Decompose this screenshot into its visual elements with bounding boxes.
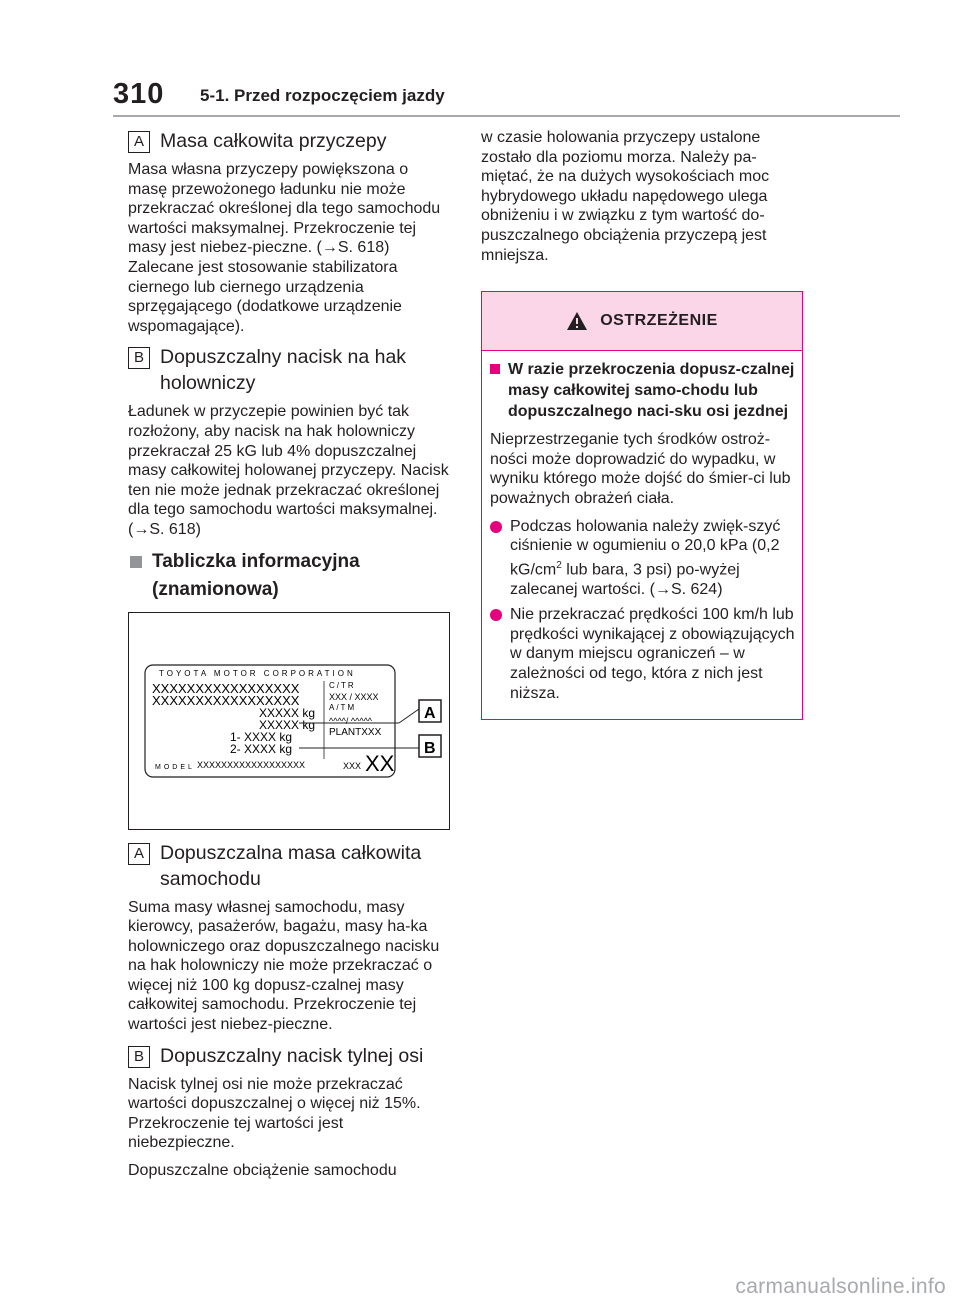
warning-subheading [490, 359, 798, 422]
plate-vin-line-1: XXXXXXXXXXXXXXXXX [152, 680, 300, 696]
paragraph: Suma masy własnej samochodu, masy kierowcy, pasażerów, bagażu, masy ha-ka holowniczego oraz dopuszczalnego nacisku na hak holowniczy nie może przekraczać o więcej niż 100 kg dopusz-czalnej masy całkowitej samochodu. Przekroczenie tej wartości jest niebez-pieczne. [128, 898, 440, 1034]
plate-vin-line-2: XXXXXXXXXXXXXXXXX [152, 692, 300, 708]
page-number: 310 [113, 78, 165, 110]
warning-bullet [490, 517, 798, 600]
watermark: carmanualsonline.info [735, 1275, 946, 1298]
plate-maker: TOYOTA MOTOR CORPORATION [159, 668, 356, 678]
warning-body [482, 351, 802, 719]
heading-a-trailer-mass [128, 128, 450, 154]
letter-b-badge: B [128, 347, 150, 369]
callout-a: A [424, 704, 436, 722]
plate-weight-3: 1- XXXX kg [230, 729, 293, 744]
square-bullet-icon [130, 556, 142, 568]
warning-triangle-icon [566, 311, 588, 331]
paragraph: Zalecane jest stosowanie stabilizatora ciernego lub ciernego urządzenia sprzęgającego (dodatkowe urządzenie wspomagające). [128, 258, 402, 335]
plate-model-small: XXX [343, 760, 362, 771]
plate-plant: PLANTXXX [329, 726, 382, 738]
warning-bullet [490, 605, 798, 703]
header-rule [113, 115, 900, 117]
square-bullet-icon [490, 364, 500, 374]
circle-bullet-icon [490, 521, 502, 533]
warning-box [481, 291, 803, 720]
paragraph: Dopuszczalne obciążenie samochodu [128, 1162, 397, 1180]
warning-bullet-text: Nie przekraczać prędkości 100 km/h lub prędkości wynikającej z obowiązujących w danym miejscu ograniczeń – w zależności od tego, która z nich jest niższa. [510, 606, 795, 702]
warning-title: OSTRZEŻENIE [600, 312, 718, 330]
callout-b: B [424, 739, 436, 757]
right-column [481, 128, 803, 720]
heading-text: Dopuszczalna masa całkowita samochodu [160, 841, 422, 890]
heading-a-vehicle-mass [128, 840, 450, 892]
plate-weight-2: XXXXX kg [259, 717, 316, 732]
plate-code: ^^^^/ ^^^^^ [329, 715, 373, 726]
heading-text: Dopuszczalny nacisk na hak holowniczy [160, 346, 407, 395]
plate-heading [128, 548, 450, 604]
plate-ctr-label: C/TR [329, 680, 356, 690]
letter-a-badge: A [128, 131, 150, 153]
paragraph: Masa własna przyczepy powiększona o masę przewożonego ładunku nie może przekraczać określonej dla tego samochodu wartości maksymalnej. Przekroczenie tej masy jest niebez-pieczne. (→S. 618) [128, 161, 441, 257]
plate-atm-label: A/TM [329, 702, 357, 712]
heading-b-rear-axle [128, 1043, 450, 1069]
paragraph: Ładunek w przyczepie powinien być tak rozłożony, aby nacisk na hak holowniczy przekraczał 25 kG lub 4% dopuszczalnej masy całkowitej holowanej przyczepy. Nacisk ten nie może jednak przekraczać określonej dla tego samochodu wartości maksymalnej. (→S. 618) [128, 403, 449, 538]
heading-b-tongue-load [128, 344, 450, 396]
plate-weight-4: 2- XXXX kg [230, 741, 293, 756]
heading-text: Masa całkowita przyczepy [160, 130, 387, 152]
plate-model-big: XX [365, 750, 395, 776]
information-plate-figure [128, 612, 450, 830]
plate-model-label: MODEL [155, 763, 195, 771]
plate-ctr-value: XXX / XXXX [329, 691, 379, 702]
heading-text: Dopuszczalny nacisk tylnej osi [160, 1044, 424, 1067]
paragraph: w czasie holowania przyczepy ustalone zostało dla poziomu morza. Należy pa-miętać, że na dużych wysokościach moc hybrydowego układu napędowego ulega obniżeniu i w związku z tym wartość do-puszczalnego obciążenia przyczepą jest mniejsza. [481, 129, 770, 264]
warning-paragraph: Nieprzestrzeganie tych środków ostroż-ności może doprowadzić do wypadku, w wyniku którego może dojść do śmier-ci lub poważnych obrażeń ciała. [490, 431, 791, 507]
warning-subheading-text: W razie przekroczenia dopusz-czalnej masy całkowitej samo-chodu lub dopuszczalnego naci-sku osi jezdnej [508, 361, 795, 421]
plate-weight-1: XXXXX kg [259, 705, 316, 720]
section-title: 5-1. Przed rozpoczęciem jazdy [200, 86, 445, 105]
left-column [128, 128, 450, 1189]
letter-a-badge: A [128, 843, 150, 865]
warning-bullet-text: Podczas holowania należy zwięk-szyć ciśnienie w ogumieniu o 20,0 kPa (0,2 $kG/cm^2$ lub bara, 3 psi) po-wyżej zalecanej wartości. (→S. 624) [510, 517, 781, 598]
paragraph: Nacisk tylnej osi nie może przekraczać wartości dopuszczalnej o więcej niż 15%. Przekroczenie tej wartości jest niebezpieczne. [128, 1075, 421, 1152]
circle-bullet-icon [490, 609, 502, 621]
warning-header [482, 292, 802, 351]
plate-model-value: XXXXXXXXXXXXXXXXXX [197, 759, 306, 770]
plate-heading-text: Tabliczka informacyjna (znamionowa) [152, 550, 360, 600]
letter-b-badge: B [128, 1046, 150, 1068]
plate-illustration [129, 613, 449, 829]
